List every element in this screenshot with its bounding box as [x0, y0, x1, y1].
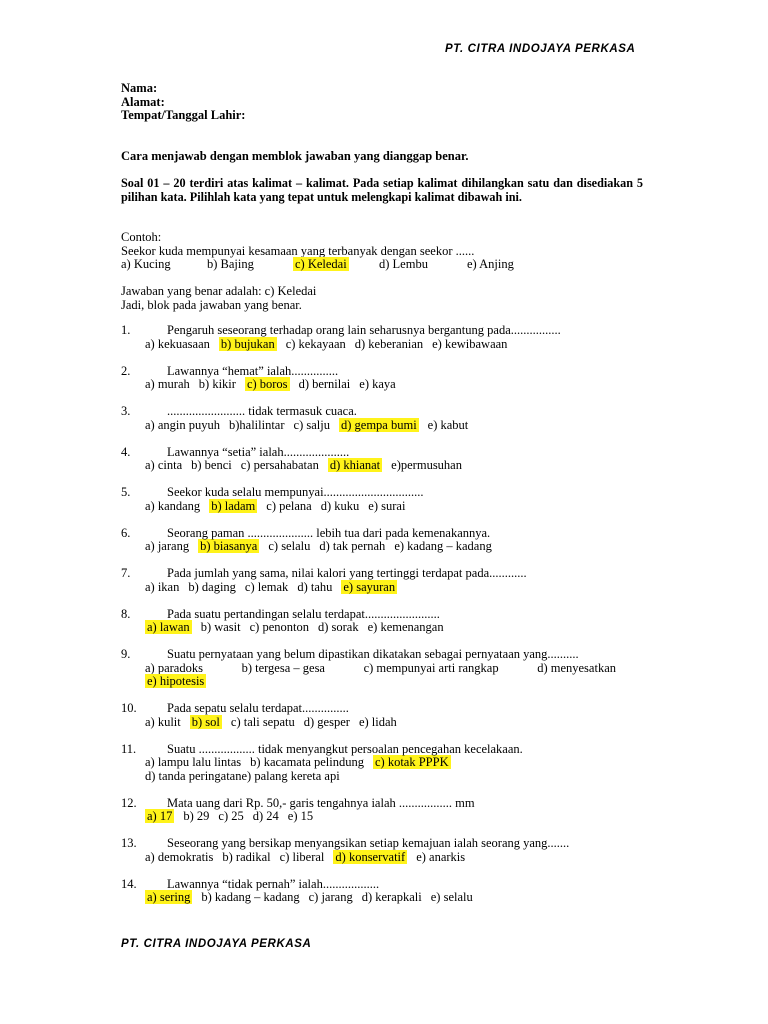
answer-options	[121, 459, 643, 473]
answer-option[interactable]: c) jarang	[308, 890, 353, 904]
answer-option[interactable]: b) kikir	[198, 377, 236, 391]
question-text: Pengaruh seseorang terhadap orang lain seharusnya bergantung pada................	[167, 323, 561, 337]
question-item	[121, 878, 643, 919]
example-explanation	[121, 285, 643, 312]
question-text: Seorang paman ..................... lebih tua dari pada kemenakannya.	[167, 525, 491, 540]
question-text: Seseorang yang bersikap menyangsikan setiap kemajuan ialah seorang yang.......	[167, 836, 570, 850]
question-item	[121, 608, 643, 649]
question-number: 4.	[121, 444, 131, 459]
answer-option-selected[interactable]: e) sayuran	[343, 579, 396, 594]
answer-option[interactable]: b) 29	[183, 809, 210, 823]
question-text: Suatu .................. tidak menyangkut persoalan pencegahan kecelakaan.	[167, 741, 523, 756]
question-number: 3.	[121, 404, 131, 418]
answer-options	[121, 662, 625, 676]
answer-option[interactable]: a) angin puyuh	[145, 417, 220, 432]
answer-option[interactable]: c) penonton	[249, 620, 309, 634]
example-option[interactable]: d) Lembu	[379, 257, 428, 271]
answer-option[interactable]: d) tak pernah	[319, 539, 386, 553]
answer-option[interactable]: b) daging	[188, 579, 236, 594]
answer-options	[121, 716, 643, 730]
answer-option[interactable]: a) cinta	[145, 458, 183, 472]
answer-option[interactable]: b) radikal	[222, 849, 271, 864]
question-text: Lawannya “setia” ialah.....................	[167, 444, 350, 459]
answer-option[interactable]: b) kacamata pelindung	[250, 755, 364, 769]
answer-option[interactable]: c) mempunyai arti rangkap	[363, 660, 499, 675]
answer-option[interactable]: c) persahabatan	[240, 458, 319, 472]
answer-option[interactable]: e) palang kereta api	[241, 768, 340, 783]
answer-options-continued	[121, 675, 643, 689]
question-text: Seekor kuda selalu mempunyai................................	[167, 485, 424, 499]
question-item	[121, 324, 643, 365]
answer-option-selected[interactable]: d) khianat	[329, 458, 381, 472]
answer-option[interactable]: e)permusuhan	[391, 458, 462, 472]
answer-option[interactable]: a) demokratis	[145, 849, 214, 864]
answer-option-selected[interactable]: d) gempa bumi	[340, 417, 417, 432]
answer-options	[121, 891, 643, 905]
answer-option[interactable]: a) jarang	[145, 539, 190, 553]
answer-option[interactable]: e) kewibawaan	[432, 336, 508, 351]
answer-option[interactable]: e) kaya	[359, 377, 396, 391]
answer-option-selected[interactable]: e) hipotesis	[147, 674, 205, 688]
answer-option[interactable]: e) surai	[368, 498, 406, 513]
question-number: 6.	[121, 525, 131, 540]
example-option[interactable]: e) Anjing	[467, 257, 514, 271]
answer-option-selected[interactable]: a) 17	[147, 809, 173, 823]
answer-option[interactable]: b) benci	[191, 458, 232, 472]
question-item	[121, 837, 643, 878]
answer-option-selected[interactable]: c) boros	[246, 377, 288, 391]
answer-option-selected[interactable]: b) biasanya	[200, 539, 258, 553]
answer-option[interactable]: a) kulit	[145, 714, 181, 729]
instruction-paragraph: Soal 01 – 20 terdiri atas kalimat – kalimat. Pada setiap kalimat dihilangkan satu dan disediakan 5 pilihan kata. Pilihlah kata yang tepat untuk melengkapi kalimat dibawah ini.	[121, 176, 643, 204]
answer-option[interactable]: d) kuku	[320, 498, 360, 513]
question-text: Pada sepatu selalu terdapat...............	[167, 701, 349, 715]
answer-option[interactable]: e) 15	[287, 809, 314, 823]
answer-option[interactable]: a) lampu lalu lintas	[145, 755, 242, 769]
example-question: Seekor kuda mempunyai kesamaan yang terbanyak dengan seekor ......	[121, 243, 475, 258]
answer-option[interactable]: c) tali sepatu	[230, 714, 295, 729]
question-number: 11.	[121, 741, 137, 756]
example-label: Contoh:	[121, 230, 162, 244]
company-header: PT. CITRA INDOJAYA PERKASA	[445, 43, 636, 55]
question-item	[121, 743, 643, 797]
answer-option[interactable]: d) sorak	[317, 620, 359, 634]
address-label: Alamat:	[121, 94, 165, 109]
answer-line: Jawaban yang benar adalah: c) Keledai	[121, 284, 317, 298]
answer-option[interactable]: c) 25	[218, 809, 244, 823]
question-text: Lawannya “hemat” ialah...............	[167, 363, 339, 378]
question-number: 7.	[121, 566, 131, 580]
answer-options	[121, 500, 643, 514]
question-number: 13.	[121, 836, 137, 850]
answer-option[interactable]: d) tanda peringatan	[145, 768, 242, 783]
answer-option[interactable]: d) menyesatkan	[537, 660, 616, 675]
question-item	[121, 702, 643, 743]
answer-option[interactable]: b) wasit	[200, 620, 241, 634]
answer-option-selected[interactable]: a) sering	[147, 890, 191, 904]
answer-option[interactable]: e) anarkis	[416, 849, 466, 864]
question-number: 10.	[121, 701, 137, 715]
question-text: Suatu pernyataan yang belum dipastikan dikatakan sebagai pernyataan yang..........	[167, 647, 579, 661]
question-item	[121, 797, 643, 838]
answer-option-selected[interactable]: b) ladam	[211, 498, 256, 513]
example-option-answer[interactable]: c) Keledai	[295, 257, 347, 271]
question-text: Pada suatu pertandingan selalu terdapat........................	[167, 606, 440, 621]
answer-option[interactable]: a) murah	[145, 377, 190, 391]
example-option[interactable]: a) Kucing	[121, 257, 171, 271]
example-section	[121, 231, 643, 272]
answer-option[interactable]: a) ikan	[145, 579, 180, 594]
question-number: 5.	[121, 485, 131, 499]
answer-option[interactable]: b)halilintar	[228, 417, 285, 432]
answer-options	[121, 756, 643, 770]
question-item	[121, 486, 643, 527]
name-label: Nama:	[121, 81, 158, 95]
answer-option[interactable]: c) salju	[293, 417, 330, 432]
answer-option[interactable]: e) kemenangan	[367, 620, 444, 634]
answer-options	[121, 378, 643, 392]
answer-option[interactable]: d) tahu	[297, 579, 333, 594]
question-number: 8.	[121, 606, 131, 621]
answer-option[interactable]: d) 24	[252, 809, 279, 823]
answer-option[interactable]: d) keberanian	[354, 336, 424, 351]
question-number: 12.	[121, 795, 137, 810]
question-text: Lawannya “tidak pernah” ialah..................	[167, 876, 380, 891]
question-item	[121, 527, 643, 568]
answer-option[interactable]: a) kekuasaan	[145, 336, 210, 351]
example-options	[121, 258, 643, 272]
birth-label: Tempat/Tanggal Lahir:	[121, 108, 246, 122]
answer-option[interactable]: e) kadang – kadang	[394, 539, 492, 553]
answer-option[interactable]: a) kandang	[145, 498, 201, 513]
answer-option-selected[interactable]: b) bujukan	[220, 336, 275, 351]
answer-option[interactable]: c) pelana	[266, 498, 312, 513]
answer-option[interactable]: d) kerapkali	[361, 890, 422, 904]
question-text: ......................... tidak termasuk cuaca.	[167, 404, 357, 418]
answer-option-selected[interactable]: d) konservatif	[335, 849, 406, 864]
answer-option-selected[interactable]: b) sol	[191, 714, 220, 729]
answer-options	[121, 621, 643, 635]
question-number: 1.	[121, 323, 131, 337]
answer-options	[121, 581, 643, 595]
answer-option[interactable]: b) tergesa – gesa	[241, 660, 325, 675]
question-item	[121, 405, 643, 446]
answer-note: Jadi, blok pada jawaban yang benar.	[121, 297, 302, 312]
answer-option[interactable]: e) kabut	[427, 417, 469, 432]
answer-option[interactable]: c) liberal	[279, 849, 325, 864]
question-item	[121, 365, 643, 406]
question-number: 14.	[121, 876, 137, 891]
company-footer: PT. CITRA INDOJAYA PERKASA	[121, 938, 312, 950]
answer-options-continued	[121, 770, 643, 784]
form-fields	[121, 82, 643, 123]
example-option[interactable]: b) Bajing	[207, 257, 254, 271]
question-text: Mata uang dari Rp. 50,- garis tengahnya ialah ................. mm	[167, 795, 475, 810]
answer-option[interactable]: e) selalu	[430, 890, 473, 904]
question-item	[121, 567, 643, 608]
question-item	[121, 446, 643, 487]
question-number: 2.	[121, 363, 131, 378]
answer-options	[121, 810, 643, 824]
answer-options	[121, 540, 643, 554]
answer-options	[121, 851, 643, 865]
answer-option[interactable]: d) gesper	[303, 714, 350, 729]
answer-option[interactable]: b) kadang – kadang	[201, 890, 300, 904]
answer-option[interactable]: e) lidah	[358, 714, 397, 729]
answer-option[interactable]: d) bernilai	[298, 377, 351, 391]
answer-option[interactable]: a) paradoks	[145, 660, 203, 675]
question-text: Pada jumlah yang sama, nilai kalori yang tertinggi terdapat pada............	[167, 566, 527, 580]
question-item	[121, 648, 643, 702]
question-list	[121, 324, 643, 918]
answer-option-selected[interactable]: c) kotak PPPK	[375, 755, 449, 769]
question-number: 9.	[121, 647, 131, 661]
answer-option[interactable]: c) selalu	[268, 539, 311, 553]
answer-options	[121, 419, 643, 433]
instruction: Cara menjawab dengan memblok jawaban yang dianggap benar.	[121, 149, 469, 163]
answer-options	[121, 338, 643, 352]
answer-option[interactable]: c) kekayaan	[285, 336, 346, 351]
answer-option[interactable]: c) lemak	[244, 579, 289, 594]
answer-option-selected[interactable]: a) lawan	[147, 620, 190, 634]
